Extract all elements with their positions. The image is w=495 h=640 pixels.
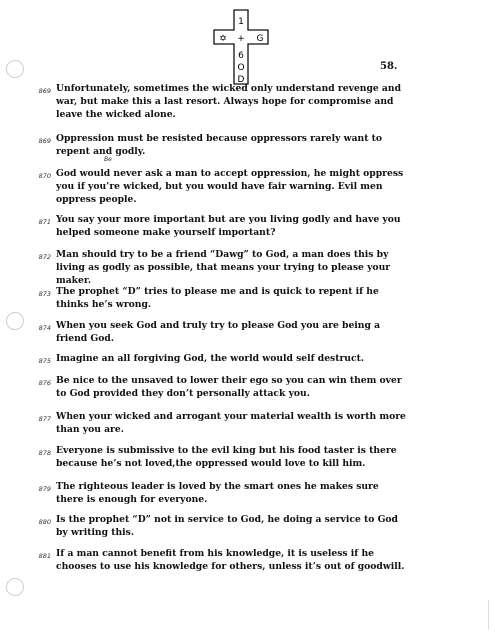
binder-hole-top [6, 60, 24, 78]
item-text: Oppression must be resisted because oppressors rarely want to repent and godly. [56, 133, 383, 157]
item-number: 881 [38, 552, 51, 560]
page-edge-mark [478, 600, 489, 630]
item-text: God would never ask a man to accept oppression, he might oppress you if you’re wicked, but you would have fair warning. Evil men oppress people. [56, 168, 404, 205]
list-item [40, 374, 408, 400]
item-number: 876 [38, 379, 51, 387]
list-item [40, 82, 408, 121]
item-text: Is the prophet “D” not in service to God, he doing a service to God by writing this. [56, 514, 398, 538]
cross-letter-lower2: O [237, 63, 245, 73]
list-item [40, 480, 408, 506]
item-text: The prophet “D” tries to please me and is quick to repent if he thinks he’s wrong. [56, 286, 379, 310]
item-number: 869 [38, 137, 51, 145]
binder-hole-bottom [6, 578, 24, 596]
list-item [40, 285, 408, 311]
item-number: 880 [38, 518, 51, 526]
item-text: Everyone is submissive to the evil king but his food taster is there because he’s not loved,the oppressed would love to kill him. [56, 445, 397, 469]
item-number: 871 [38, 218, 51, 226]
item-number: 873 [38, 290, 51, 298]
list-item [40, 248, 408, 287]
list-item [40, 444, 408, 470]
item-text: Imagine an all forgiving God, the world would self destruct. [56, 353, 365, 364]
cross-star-icon: ✡ [219, 34, 227, 44]
page-number: 58. [380, 61, 398, 72]
cross-letter-bottom: D [237, 75, 245, 85]
cross-letter-top: 1 [238, 17, 244, 27]
item-text: When you seek God and truly try to please God you are being a friend God. [56, 320, 381, 344]
item-text: Man should try to be a friend “Dawg” to God, a man does this by living as godly as possible, that means your trying to please your maker. [56, 249, 391, 286]
item-number: 875 [38, 357, 51, 365]
item-number: 870 [38, 172, 51, 180]
item-number: 872 [38, 253, 51, 261]
item-text: You say your more important but are you living godly and have you helped someone make yourself important? [56, 214, 401, 238]
list-item [40, 547, 408, 573]
list-item [40, 319, 408, 345]
list-item [40, 410, 408, 436]
item-text: When your wicked and arrogant your material wealth is worth more than you are. [56, 411, 406, 435]
list-item [40, 132, 408, 158]
item-number: 878 [38, 449, 51, 457]
item-text: If a man cannot benefit from his knowledge, it is useless if he chooses to use his knowledge for others, unless it’s out of goodwill. [56, 548, 405, 572]
item-number: 874 [38, 324, 51, 332]
list-item [40, 513, 408, 539]
item-number: 869 [38, 87, 51, 95]
item-number: 877 [38, 415, 51, 423]
cross-letter-lower1: 6 [238, 51, 244, 61]
cross-letter-right: G [256, 34, 264, 44]
hand-drawn-cross-icon [210, 8, 272, 88]
handwritten-insertion: Be [104, 156, 112, 163]
item-text: Be nice to the unsaved to lower their ego so you can win them over to God provided they don’t personally attack you. [56, 375, 402, 399]
list-item [40, 352, 408, 365]
binder-hole-middle [6, 312, 24, 330]
item-number: 879 [38, 485, 51, 493]
list-item [40, 167, 408, 206]
list-item [40, 213, 408, 239]
item-text: Unfortunately, sometimes the wicked only understand revenge and war, but make this a last resort. Always hope for compromise and leave the wicked alone. [56, 83, 401, 120]
item-text: The righteous leader is loved by the smart ones he makes sure there is enough for everyone. [56, 481, 379, 505]
cross-letter-center: + [237, 34, 245, 44]
